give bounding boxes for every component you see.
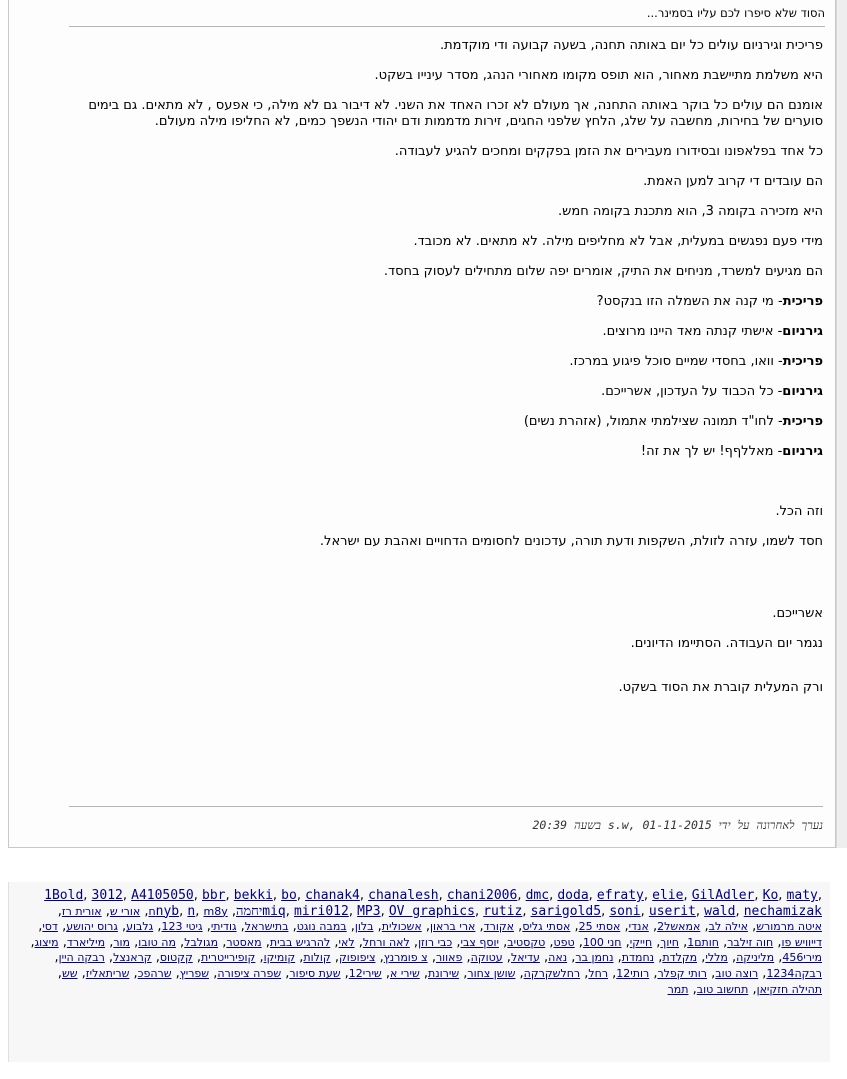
dialogue-text: - אישתי קנתה מאד היינו מרוצים. [602, 324, 783, 339]
separator: , [346, 919, 355, 935]
thanks-user-link[interactable]: קקטוס [159, 951, 193, 965]
thanks-user-link[interactable]: שש [61, 966, 78, 980]
thanks-user-link[interactable]: bekki [233, 888, 273, 903]
thanks-user-link[interactable]: efraty [596, 888, 644, 903]
separator: , [409, 934, 419, 950]
thanks-user-link[interactable]: תחשוב טוב [696, 982, 749, 996]
thanks-user-link[interactable]: עטוקה [470, 951, 503, 965]
paragraph: ורק המעלית קוברת את הסוד בשקט. [618, 680, 823, 695]
separator: , [330, 950, 339, 966]
separator: , [452, 934, 461, 950]
thanks-user-link[interactable]: bbr [202, 888, 226, 903]
thanks-user-link[interactable]: נחמן בר [575, 951, 614, 965]
separator: , [340, 965, 349, 981]
edit-note: נערך לאחרונה על ידי s.w, 01-11-2015 בשעה 20:39 [532, 818, 823, 832]
thanks-user-link[interactable]: מירי456 [782, 951, 822, 965]
thanks-user-link[interactable]: rutiz [483, 903, 523, 919]
separator: , [643, 888, 653, 903]
separator: , [202, 919, 211, 935]
thanks-user-link[interactable]: מאסטר [226, 935, 262, 949]
separator: , [54, 950, 59, 966]
thanks-user-link[interactable]: n [187, 903, 196, 919]
thanks-user-link[interactable]: MP3 [357, 903, 381, 919]
thanks-user-link[interactable]: נחמדת [621, 951, 655, 965]
thanks-user-link[interactable]: גלבוע [126, 920, 154, 934]
separator: , [697, 950, 706, 966]
separator: , [588, 888, 597, 903]
thanks-user-link[interactable]: שרהפכ [137, 966, 172, 980]
thanks-box [8, 882, 830, 1062]
separator: , [101, 903, 110, 919]
thanks-user-link[interactable]: קראנצל [113, 951, 152, 965]
paragraph: היא מזכירה בקומה 3, הוא מתכנת בקומה חמש. [558, 204, 823, 219]
paragraph: היא משלמת מתיישבת מאחור, הוא תופס מקומו מאחורי הנהג, מסדר עינייו בשקט. [374, 68, 823, 83]
separator: , [57, 965, 62, 981]
separator: , [427, 950, 436, 966]
thanks-user-link[interactable]: מליניקה [736, 951, 775, 965]
dialogue-line [69, 294, 823, 310]
separator: , [105, 934, 114, 950]
separator: , [695, 903, 705, 919]
thanks-user-link[interactable]: miri012 [294, 903, 349, 919]
separator: , [255, 950, 264, 966]
separator: , [608, 965, 617, 981]
thanks-user-link[interactable]: מה טובו [138, 935, 176, 949]
separator: , [462, 950, 471, 966]
separator: , [261, 934, 270, 950]
separator: , [285, 903, 295, 919]
dialogue-line [69, 444, 823, 460]
speaker-name: גירניום [782, 444, 823, 459]
thanks-user-link[interactable]: מקלדת [662, 951, 698, 965]
thanks-user-link[interactable]: שפריץ [179, 966, 210, 980]
separator: , [225, 888, 234, 903]
thanks-user-link[interactable]: דייוויש פו [781, 935, 822, 949]
separator: , [38, 919, 43, 935]
separator: , [195, 903, 204, 919]
thanks-user-link[interactable]: soni [609, 903, 641, 919]
separator: , [649, 965, 658, 981]
separator: , [380, 903, 389, 919]
thanks-user-link[interactable]: m8yח [148, 904, 228, 918]
thanks-user-link[interactable]: חותם1 [687, 935, 719, 949]
thanks-user-link[interactable]: תמר [667, 982, 689, 996]
thanks-user-link[interactable]: גודיתי [210, 920, 237, 934]
separator: , [117, 919, 127, 935]
separator: , [153, 919, 162, 935]
thanks-user-link[interactable]: רותי12 [616, 966, 650, 980]
thanks-user-link[interactable]: מללי [705, 951, 728, 965]
separator: , [122, 888, 132, 903]
thanks-user-link[interactable]: maty [786, 888, 818, 903]
thanks-user-link[interactable]: רותי קפלר [657, 966, 707, 980]
thanks-user-link[interactable]: chani2006 [446, 888, 518, 903]
separator: , [707, 965, 716, 981]
separator: , [640, 903, 649, 919]
separator: , [419, 965, 429, 981]
thanks-latin-users [44, 888, 822, 919]
thanks-user-link[interactable]: רחל [588, 966, 609, 980]
separator: , [57, 903, 62, 919]
separator: , [539, 950, 549, 966]
thanks-user-link[interactable]: דסי [42, 920, 58, 934]
post-title: הסוד שלא סיפרו לכם עליו בסמינר... [69, 6, 825, 27]
thanks-user-link[interactable]: Ko [762, 888, 779, 903]
thanks-user-link[interactable]: nyb [155, 903, 180, 919]
thanks-user-link[interactable]: חני 100 [582, 935, 622, 949]
paragraph: אומנם הם עולים כל בוקר באותה התחנה, אך מעולם לא זכרו האחד את השני. לא דיבור גם לא מילה, כי אפעס , לא מתאים. גם בימים סוערים של בחירות, מחשבה על שלג, הלחץ שלפני החגים, זירות מדממות ודם יהודי הנשפך כמים, לא החליפו מילה מעולם. [88, 98, 823, 129]
thanks-user-link[interactable]: אקורד [483, 920, 515, 934]
separator: , [683, 888, 692, 903]
paragraph: אשרייכם. [772, 606, 823, 621]
thanks-user-link[interactable]: במבה נוגט [296, 920, 347, 934]
separator: , [747, 919, 757, 935]
separator: , [474, 903, 484, 919]
thanks-user-link[interactable]: מיצוג [34, 935, 59, 949]
separator: , [545, 934, 554, 950]
separator: , [718, 934, 728, 950]
separator: , [175, 934, 185, 950]
thanks-user-link[interactable]: 1Bold [44, 888, 84, 903]
thanks-user-link[interactable]: sarigold5 [530, 903, 602, 919]
separator: , [700, 919, 709, 935]
separator: , [727, 950, 737, 966]
thanks-user-link[interactable]: רוצה טוב [715, 966, 759, 980]
thanks-user-link[interactable]: חיוך [660, 935, 679, 949]
dialogue-line [69, 384, 823, 400]
thanks-user-link[interactable]: אמאשל2 [657, 920, 701, 934]
speaker-name: פריכית [782, 294, 823, 309]
thanks-user-link[interactable]: A4105050 [131, 888, 194, 903]
thanks-user-link[interactable]: גיטי 123 [161, 920, 203, 934]
thanks-user-link[interactable]: איטה מרמורש [756, 920, 822, 934]
dialogue-line [69, 354, 823, 370]
signature-divider [69, 806, 823, 807]
paragraph: פריכית וגירניום עולים כל יום באותה תחנה, בשעה קבועה ודי מוקדמת. [439, 38, 823, 53]
thanks-user-link[interactable]: קולות [303, 951, 331, 965]
post-container [8, 0, 836, 848]
thanks-user-link[interactable]: אילה לב [708, 920, 748, 934]
thanks-user-link[interactable]: OV graphics [388, 903, 475, 919]
separator: , [295, 950, 304, 966]
separator: , [601, 903, 610, 919]
thanks-user-link[interactable]: שירי א [389, 966, 420, 980]
thanks-user-link[interactable]: שירי12 [348, 966, 382, 980]
thanks-user-link[interactable]: שריתאליז [85, 966, 130, 980]
separator: , [330, 934, 339, 950]
separator: , [570, 919, 579, 935]
separator: , [193, 888, 203, 903]
thanks-user-link[interactable]: elie [652, 888, 684, 903]
separator: , [83, 888, 92, 903]
thanks-user-link[interactable]: רבקה1234 [766, 966, 822, 980]
separator: , [652, 934, 661, 950]
separator: , [522, 903, 531, 919]
thanks-user-link[interactable]: תהילה חזקיאן [756, 982, 822, 996]
separator: , [580, 965, 589, 981]
separator: , [375, 950, 384, 966]
separator: , [514, 919, 523, 935]
thanks-user-link[interactable]: ארי בראון [429, 920, 476, 934]
paragraph: הם מגיעים למשרד, מניחים את התיק, אומרים יפה שלום מתחילים לעסוק בחסד. [383, 264, 823, 279]
separator: , [421, 919, 430, 935]
separator: , [209, 965, 218, 981]
thanks-user-list [13, 888, 822, 997]
thanks-user-link[interactable]: עדיאל [510, 951, 540, 965]
separator: , [758, 965, 767, 981]
thanks-user-link[interactable]: doda [557, 888, 589, 903]
thanks-user-link[interactable]: אורי ש [109, 904, 141, 918]
speaker-name: גירניום [782, 324, 823, 339]
speaker-name: גירניום [782, 384, 823, 399]
thanks-user-link[interactable]: אסתי 25 [578, 920, 621, 934]
thanks-user-link[interactable]: גרוס יהושע [66, 920, 118, 934]
thanks-user-link[interactable]: פאוור [435, 951, 463, 965]
paragraph: כל אחד בפלאפונו ובסידורו מעבירים את הזמן בפקקים ומחכים להגיע לעבודה. [394, 144, 823, 159]
thanks-user-link[interactable]: מגולבל [184, 935, 219, 949]
separator: , [735, 903, 744, 919]
thanks-user-link[interactable]: wald [704, 903, 736, 919]
thanks-user-link[interactable]: בלון [354, 920, 374, 934]
separator: , [498, 934, 508, 950]
thanks-user-link[interactable]: dmc [525, 888, 550, 903]
thanks-user-link[interactable]: קומיקו [263, 951, 296, 965]
dialogue-text: - וואו, בחסדי שמיים סוכל פיגוע במרכז. [569, 354, 783, 369]
thanks-user-link[interactable]: אסתי גליס [522, 920, 571, 934]
separator: , [281, 965, 290, 981]
separator: , [774, 950, 783, 966]
speaker-name: פריכית [782, 414, 823, 429]
separator: , [192, 950, 202, 966]
thanks-user-link[interactable]: GilAdler [691, 888, 755, 903]
thanks-user-link[interactable]: chanalesh [368, 888, 439, 903]
thanks-user-link[interactable]: אורית רז [61, 904, 102, 918]
thanks-user-link[interactable]: כבי רוזן [418, 935, 453, 949]
speaker-name: פריכית [782, 354, 823, 369]
separator: , [129, 965, 138, 981]
thanks-user-link[interactable]: מיליארד [66, 935, 106, 949]
separator: , [678, 934, 688, 950]
thanks-user-link[interactable]: שושן צחור [467, 966, 516, 980]
separator: , [58, 934, 67, 950]
separator: , [549, 888, 558, 903]
thanks-user-link[interactable]: 3012 [91, 888, 123, 903]
separator: , [648, 919, 658, 935]
separator: , [104, 950, 114, 966]
thanks-user-link[interactable]: מור [113, 935, 131, 949]
separator: , [272, 888, 282, 903]
separator: , [773, 934, 782, 950]
dialogue-line [69, 414, 823, 430]
dialogue-line [69, 324, 823, 340]
thanks-user-link[interactable]: bo [281, 888, 297, 903]
post-body [69, 38, 823, 696]
separator: , [613, 950, 622, 966]
thanks-user-link[interactable]: לאי [338, 935, 355, 949]
thanks-user-link[interactable]: chanak4 [305, 888, 360, 903]
dialogue-text: - כל הכבוד על העדכון, אשרייכם. [601, 384, 783, 399]
paragraph: חסד לשמו, עזרה לזולת, השקפות ודעת תורה, עדכונים לחסומים הדחויים ואהבת עם ישראל. [319, 534, 823, 549]
thanks-user-link[interactable]: userit [648, 903, 696, 919]
separator: , [515, 965, 524, 981]
separator: , [502, 950, 511, 966]
paragraph: נגמר יום העבודה. הסתיימו הדיונים. [630, 636, 823, 651]
post-inner [69, 0, 827, 847]
thanks-user-link[interactable]: יוסף צבי [460, 935, 499, 949]
thanks-user-link[interactable]: בתישראל [244, 920, 289, 934]
separator: , [288, 919, 297, 935]
separator: , [748, 981, 757, 997]
thanks-user-link[interactable]: רבקה היין [58, 951, 105, 965]
thanks-user-link[interactable]: ציפופוק [338, 951, 376, 965]
separator: , [817, 888, 822, 903]
thanks-user-link[interactable]: אשכולית [381, 920, 422, 934]
separator: , [171, 965, 180, 981]
separator: , [30, 934, 35, 950]
thanks-user-link[interactable]: קופירייטרית [201, 951, 256, 965]
separator: , [348, 903, 358, 919]
dialogue-text: - לחו"ד תמונה שצילמתי אתמול, (אזהרת נשים) [523, 414, 783, 429]
separator: , [227, 903, 236, 919]
thanks-user-link[interactable]: miq [262, 903, 286, 919]
separator: , [373, 919, 382, 935]
separator: , [57, 919, 67, 935]
separator: , [438, 888, 447, 903]
paragraph: מידי פעם נפגשים במעלית, אבל לא מחליפים מילה. לא מתאים. לא מכובד. [413, 234, 823, 249]
separator: , [620, 919, 629, 935]
separator: , [574, 934, 583, 950]
thanks-user-link[interactable]: צ פומרנץ [383, 951, 428, 965]
thanks-user-link[interactable]: נאה [548, 951, 568, 965]
separator: , [130, 934, 139, 950]
dialogue-text: - מי קנה את השמלה הזו בנקסט? [596, 294, 783, 309]
separator: , [77, 965, 86, 981]
separator: , [654, 950, 663, 966]
thanks-user-link[interactable]: אנדי [628, 920, 649, 934]
thanks-user-link[interactable]: שעת סיפור [289, 966, 341, 980]
paragraph: וזה הכל. [775, 504, 823, 519]
separator: , [359, 888, 369, 903]
separator: , [778, 888, 787, 903]
separator: , [475, 919, 484, 935]
separator: , [151, 950, 160, 966]
thanks-user-link[interactable]: להרגיש בבית [269, 935, 331, 949]
thanks-user-link[interactable]: nechamizak‏יחמה [235, 903, 822, 919]
separator: , [296, 888, 306, 903]
separator: , [236, 919, 245, 935]
separator: , [459, 965, 468, 981]
separator: , [354, 934, 363, 950]
separator: , [688, 981, 697, 997]
separator: , [754, 888, 763, 903]
separator: , [381, 965, 390, 981]
post-side-bar [836, 0, 847, 848]
thanks-user-link[interactable]: שפרה ציפורה [217, 966, 282, 980]
dialogue-text: - מאללףף! יש לך את זה! [640, 444, 783, 459]
thanks-user-link[interactable]: שירונת [428, 966, 460, 980]
thanks-user-link[interactable]: חייקי [629, 935, 653, 949]
separator: , [567, 950, 576, 966]
thanks-user-link[interactable]: טקסטיב [507, 935, 546, 949]
thanks-user-link[interactable]: רחלשקרקה [523, 966, 581, 980]
separator: , [517, 888, 526, 903]
thanks-user-link[interactable]: טפט [553, 935, 575, 949]
paragraph: הם עובדים די קרוב למען האמת. [643, 174, 823, 189]
thanks-user-link[interactable]: חוה זילבר [727, 935, 774, 949]
separator: , [218, 934, 227, 950]
separator: , [140, 903, 149, 919]
separator: , [179, 903, 188, 919]
thanks-user-link[interactable]: לאה ורחל [362, 935, 410, 949]
separator: , [621, 934, 630, 950]
